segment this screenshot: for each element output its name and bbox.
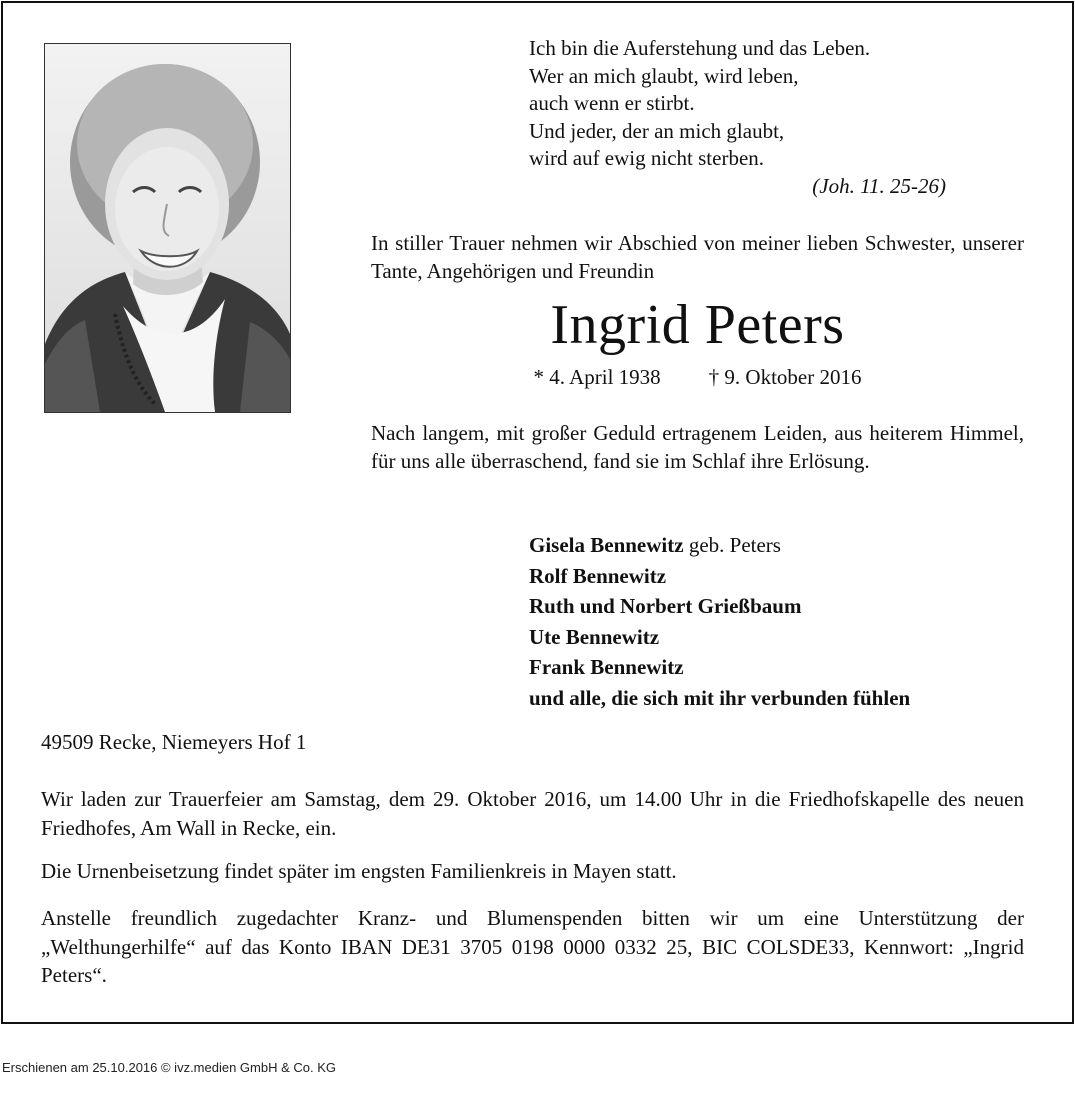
verse-line: Wer an mich glaubt, wird leben, — [529, 63, 799, 88]
deceased-name: Ingrid Peters — [550, 294, 845, 356]
mourners-list — [529, 530, 1019, 713]
mourner-name: und alle, die sich mit ihr verbunden fühlen — [529, 685, 911, 710]
mourner-row — [529, 683, 1019, 714]
mourner-name: Ute Bennewitz — [529, 624, 660, 649]
funeral-invitation: Wir laden zur Trauerfeier am Samstag, dem 29. Oktober 2016, um 14.00 Uhr in die Friedhofskapelle des neuen Friedhofes, Am Wall in Recke, ein. — [41, 787, 1024, 840]
mourner-name: Gisela Bennewitz — [529, 533, 684, 557]
portrait-photo — [44, 43, 291, 413]
mourner-birth-name: geb. Peters — [683, 533, 781, 557]
family-address: 49509 Recke, Niemeyers Hof 1 — [41, 730, 307, 754]
death-date: † 9. Oktober 2016 — [708, 365, 862, 389]
life-dates — [371, 363, 1024, 391]
birth-date: * 4. April 1938 — [533, 365, 661, 389]
verse-line: Ich bin die Auferstehung und das Leben. — [529, 36, 871, 60]
verse-line: auch wenn er stirbt. — [529, 91, 695, 115]
donation-request: Anstelle freundlich zugedachter Kranz- und Blumenspenden bitten wir um eine Unterstützung der „Welthungerhilfe“ auf das Konto IBAN DE31 3705 0198 0000 0332 25, BIC COLSDE33, Kennwort: „Ingrid Peters“. — [41, 906, 1024, 987]
verse-line: Und jeder, der an mich glaubt, — [529, 118, 785, 143]
mourner-row — [529, 622, 1019, 653]
mourner-name: Rolf Bennewitz — [529, 563, 667, 588]
verse-line: wird auf ewig nicht sterben. — [529, 146, 765, 170]
mourner-row — [529, 652, 1019, 683]
mourner-row — [529, 561, 1019, 592]
bible-verse — [529, 35, 949, 200]
intro-text: In stiller Trauer nehmen wir Abschied von meiner lieben Schwester, unserer Tante, Angehörigen und Freundin — [371, 231, 1024, 283]
mourner-name: Frank Bennewitz — [529, 655, 684, 679]
suffering-text: Nach langem, mit großer Geduld ertragenem Leiden, aus heiterem Himmel, für uns alle überraschend, fand sie im Schlaf ihre Erlösung. — [371, 421, 1024, 473]
mourner-row — [529, 591, 1019, 622]
urn-burial-note: Die Urnenbeisetzung findet später im engsten Familienkreis in Mayen statt. — [41, 859, 677, 883]
mourner-name: Ruth und Norbert Grießbaum — [529, 594, 802, 618]
publication-footer: Erschienen am 25.10.2016 © ivz.medien GmbH & Co. KG — [2, 1060, 337, 1075]
mourner-row — [529, 530, 1019, 561]
verse-reference: (Joh. 11. 25-26) — [812, 173, 946, 198]
